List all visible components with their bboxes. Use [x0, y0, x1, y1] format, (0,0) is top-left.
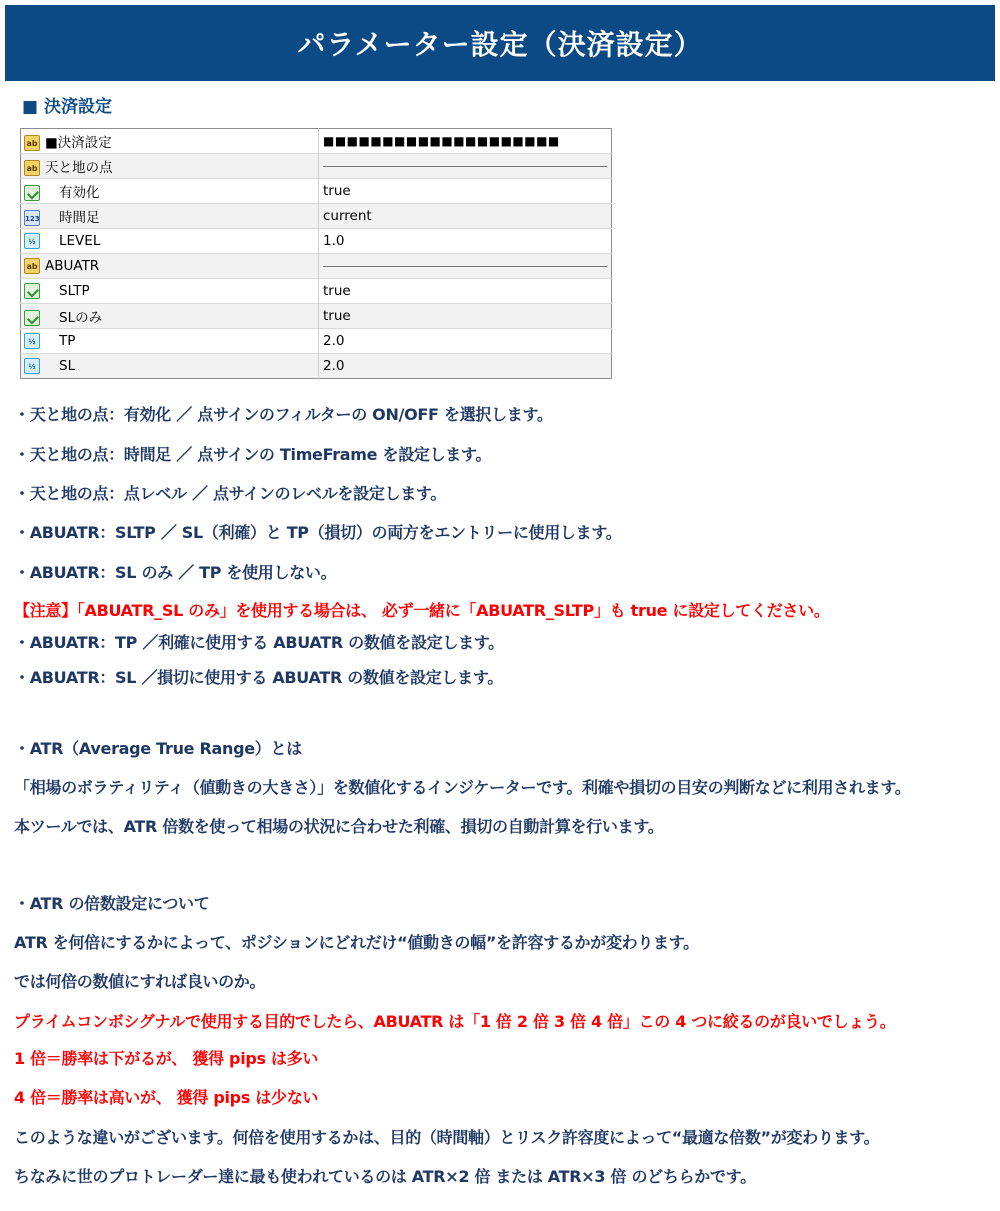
- param-value: ■■■■■■■■■■■■■■■■■■■■: [323, 134, 560, 148]
- param-value-cell[interactable]: [319, 129, 612, 154]
- param-value: true: [323, 183, 351, 199]
- description-line: ・ATR（Average True Range）とは: [14, 739, 302, 758]
- table-row[interactable]: [21, 204, 612, 229]
- param-name-cell: [21, 229, 319, 254]
- param-name: 天と地の点: [45, 160, 113, 176]
- description-line: ・ATR の倍数設定について: [14, 894, 210, 913]
- param-name-cell: [21, 129, 319, 154]
- separator-line: [323, 266, 607, 267]
- table-row[interactable]: [21, 229, 612, 254]
- table-row[interactable]: [21, 279, 612, 304]
- param-name: TP: [59, 333, 76, 349]
- param-name-cell: [21, 154, 319, 179]
- description-line: では何倍の数値にすれば良いのか。: [14, 972, 266, 991]
- table-row[interactable]: [21, 354, 612, 379]
- separator-line: [323, 166, 607, 167]
- description-line: ・天と地の点：時間足 ／ 点サインの TimeFrame を設定します。: [14, 445, 492, 464]
- string-type-icon: ab: [24, 258, 40, 274]
- string-type-icon: ab: [24, 160, 40, 176]
- param-name: ABUATR: [45, 258, 100, 274]
- param-name: SLTP: [59, 283, 90, 299]
- note-line: 1 倍＝勝率は下がるが、 獲得 pips は多い: [14, 1049, 319, 1068]
- param-value: 2.0: [323, 358, 345, 374]
- description-line: ちなみに世のプロトレーダー達に最も使われているのは ATR×2 倍 または ATR×3 倍 のどちらかです。: [14, 1167, 756, 1186]
- param-value-cell[interactable]: [319, 354, 612, 379]
- param-name: SLのみ: [59, 310, 103, 326]
- param-value-cell[interactable]: [319, 204, 612, 229]
- param-name-cell: [21, 279, 319, 304]
- param-value: 2.0: [323, 333, 345, 349]
- table-row[interactable]: [21, 129, 612, 154]
- string-type-icon: ab: [24, 135, 40, 151]
- description-line: ・ABUATR：SLTP ／ SL（利確）と TP（損切）の両方をエントリーに使用します。: [14, 523, 622, 542]
- description-line: 「相場のボラティリティ（値動きの大きさ）」を数値化するインジケーターです。利確や損切の目安の判断などに利用されます。: [14, 778, 911, 797]
- note-line: 【注意】「ABUATR_SL のみ」を使用する場合は、 必ず一緒に「ABUATR_SLTP」も true に設定してください。: [14, 601, 830, 620]
- param-value-cell[interactable]: [319, 254, 612, 279]
- double-type-icon: ½: [24, 358, 40, 374]
- description-line: ・天と地の点：有効化 ／ 点サインのフィルターの ON/OFF を選択します。: [14, 405, 553, 424]
- description-line: 本ツールでは、ATR 倍数を使って相場の状況に合わせた利確、損切の自動計算を行います。: [14, 817, 664, 836]
- note-line: 4 倍＝勝率は高いが、 獲得 pips は少ない: [14, 1088, 319, 1107]
- param-value-cell[interactable]: [319, 154, 612, 179]
- param-value: 1.0: [323, 233, 345, 249]
- param-name: ■決済設定: [45, 135, 112, 151]
- description-line: ・天と地の点：点レベル ／ 点サインのレベルを設定します。: [14, 484, 447, 503]
- param-name-cell: [21, 179, 319, 204]
- param-value-cell[interactable]: [319, 304, 612, 329]
- table-row[interactable]: [21, 179, 612, 204]
- description-line: ・ABUATR：SL のみ ／ TP を使用しない。: [14, 563, 337, 582]
- double-type-icon: ½: [24, 333, 40, 349]
- param-name: LEVEL: [59, 233, 101, 249]
- boolean-type-icon: [24, 310, 40, 326]
- param-name-cell: [21, 304, 319, 329]
- param-name: 時間足: [59, 210, 100, 226]
- note-line: プライムコンボシグナルで使用する目的でしたら、ABUATR は「1 倍 2 倍 3 倍 4 倍」この 4 つに絞るのが良いでしょう。: [14, 1012, 896, 1031]
- description-line: ・ABUATR：SL ／損切に使用する ABUATR の数値を設定します。: [14, 668, 503, 687]
- table-row[interactable]: [21, 329, 612, 354]
- param-name-cell: [21, 204, 319, 229]
- param-name: 有効化: [59, 185, 100, 201]
- param-value: true: [323, 283, 351, 299]
- param-name-cell: [21, 354, 319, 379]
- param-name-cell: [21, 329, 319, 354]
- param-value: true: [323, 308, 351, 324]
- param-value-cell[interactable]: [319, 329, 612, 354]
- double-type-icon: ½: [24, 233, 40, 249]
- table-row[interactable]: [21, 304, 612, 329]
- parameter-table: [20, 128, 612, 379]
- param-name-cell: [21, 254, 319, 279]
- boolean-type-icon: [24, 185, 40, 201]
- section-heading: ■ 決済設定: [22, 97, 112, 117]
- param-value: current: [323, 208, 372, 224]
- param-value-cell[interactable]: [319, 279, 612, 304]
- param-name: SL: [59, 358, 76, 374]
- page-title-banner: [5, 5, 995, 81]
- table-row[interactable]: [21, 154, 612, 179]
- page-title: パラメーター設定（決済設定）: [297, 28, 703, 61]
- description-line: ATR を何倍にするかによって、ポジションにどれだけ“値動きの幅”を許容するかが変わります。: [14, 933, 699, 952]
- param-value-cell[interactable]: [319, 179, 612, 204]
- integer-type-icon: 123: [24, 210, 40, 226]
- description-line: ・ABUATR：TP ／利確に使用する ABUATR の数値を設定します。: [14, 633, 504, 652]
- description-line: このような違いがございます。何倍を使用するかは、目的（時間軸）とリスク許容度によって“最適な倍数”が変わります。: [14, 1128, 880, 1147]
- table-row[interactable]: [21, 254, 612, 279]
- boolean-type-icon: [24, 283, 40, 299]
- param-value-cell[interactable]: [319, 229, 612, 254]
